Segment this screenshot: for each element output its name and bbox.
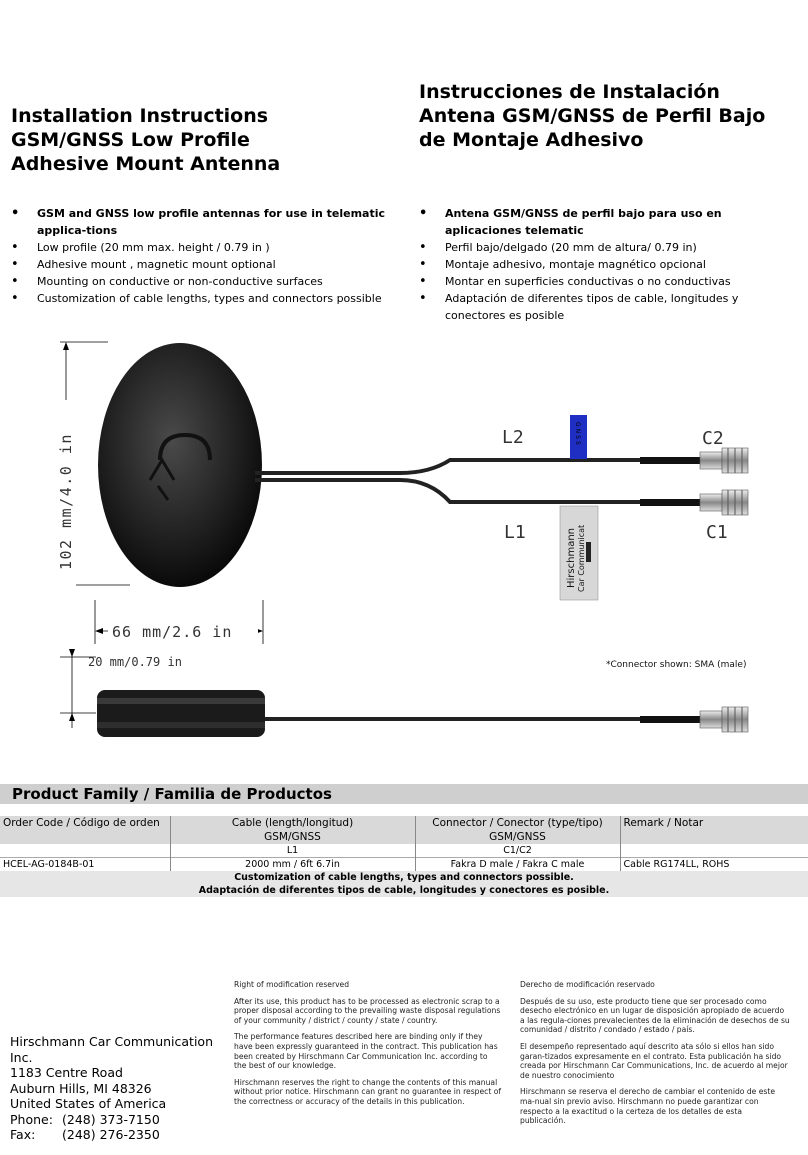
features-list-spanish — [419, 205, 789, 324]
antenna-diagram — [0, 330, 808, 770]
feature-item: • Antena GSM/GNSS de perfil bajo para uso en aplicaciones telematic — [419, 205, 789, 239]
feature-item: • Mounting on conductive or non-conductive surfaces — [11, 273, 396, 290]
header-cable: Cable (length/longitud) — [170, 816, 415, 830]
cable-l2 — [255, 460, 640, 473]
connector-note: *Connector shown: SMA (male) — [606, 660, 747, 670]
fax-number: (248) 276-2350 — [62, 1127, 160, 1142]
legal-en-p1: After its use, this product has to be processed as electronic scrap to a proper disposal according to the prevailing waste disposal regulations of your community / district / county / state / country. — [234, 996, 501, 1025]
header-connector-sub: GSM/GNSS — [415, 830, 620, 844]
table-row — [0, 858, 808, 872]
title-es-line-2: Antena GSM/GNSS de Perfil Bajo — [419, 105, 766, 127]
title-spanish — [419, 80, 804, 152]
feature-item: • Low profile (20 mm max. height / 0.79 in ) — [11, 239, 396, 256]
width-dimension-label: 66 mm/2.6 in — [112, 623, 233, 641]
antenna-puck-side — [97, 690, 265, 737]
legal-es-p2: El desempeño representado aquí descrito ata sólo si ellos han sido garan-tizados expresamente en el contrato. Esta publicación ha sido creada por Hirschmann Car Communications, Inc. de acuerdo al mejor de nuestro conocimiento — [520, 1041, 788, 1080]
country: United States of America — [10, 1096, 167, 1111]
header-order-code: Order Code / Código de orden — [0, 816, 170, 830]
cable-cell: 2000 mm / 6ft 6.7in — [170, 858, 415, 872]
cable-l1 — [255, 480, 640, 502]
title-en-line-2: GSM/GNSS Low Profile — [11, 129, 250, 151]
connector-side — [700, 707, 748, 732]
city: Auburn Hills, MI 48326 — [10, 1080, 152, 1096]
title-en-line-3: Adhesive Mount Antenna — [11, 153, 281, 175]
legal-en-p2: The performance features described here are binding only if they have been expressly guaranteed in the contract. This publication has been created by Hirschmann Car Communication Inc. according to the best of our knowledge. — [234, 1032, 498, 1071]
legal-en-heading: Right of modification reserved — [234, 980, 350, 989]
feature-item: • GSM and GNSS low profile antennas for use in telematic applica-tions — [11, 205, 396, 239]
phone — [10, 1112, 235, 1128]
remark-cell: Cable RG174LL, ROHS — [620, 858, 808, 872]
tag-line-1: Hirschmann — [566, 528, 577, 588]
phone-label: Phone: — [10, 1111, 53, 1127]
street: 1183 Centre Road — [10, 1065, 123, 1080]
gnss-tag-label: GNSS — [574, 422, 581, 447]
connector-c1 — [700, 490, 748, 515]
title-en-line-1: Installation Instructions — [11, 105, 269, 127]
company-name: Hirschmann Car Communication Inc. — [10, 1034, 213, 1065]
antenna-puck-top — [98, 343, 262, 587]
legal-english — [234, 980, 502, 1114]
header-remark: Remark / Notar — [620, 816, 808, 830]
title-es-line-3: de Montaje Adhesivo — [419, 129, 644, 151]
header-connector: Connector / Conector (type/tipo) — [415, 816, 620, 830]
features-list-english — [11, 205, 396, 307]
legal-es-p3: Hirschmann se reserva el derecho de cambiar el contenido de este ma-nual sin previo aviso. Hirschmann no puede garantizar con respecto a la exactitud o la certeza de los detalles de esta publicación. — [520, 1087, 776, 1126]
tag-line-2: Car Communicat — [577, 524, 586, 592]
fax-label: Fax: — [10, 1127, 36, 1142]
label-l1: L1 — [504, 522, 526, 543]
customization-note-es: Adaptación de diferentes tipos de cable, longitudes y conectores es posible. — [0, 884, 808, 897]
profile-dimension-label: 20 mm/0.79 in — [88, 655, 182, 669]
product-family-title: Product Family / Familia de Productos — [0, 784, 808, 804]
feature-item: • Montar en superficies conductivas o no conductivas — [419, 273, 789, 290]
product-family-table — [0, 816, 808, 897]
label-l2: L2 — [502, 427, 524, 448]
label-c2: C2 — [702, 428, 724, 449]
header-cable-l1: L1 — [170, 844, 415, 858]
legal-es-heading: Derecho de modificación reservado — [520, 980, 655, 989]
feature-item: • Adhesive mount , magnetic mount optional — [11, 256, 396, 273]
header-cable-sub: GSM/GNSS — [170, 830, 415, 844]
header-connector-c1c2: C1/C2 — [415, 844, 620, 858]
legal-es-p1: Después de su uso, este producto tiene que ser procesado como desecho electrónico en un lugar de disposición apropiado de acuerdo a las regula-ciones prevalecientes de la eliminación de desechos de su comunidad / distrito / condado / estado / país. — [520, 996, 790, 1035]
legal-en-p3: Hirschmann reserves the right to change the contents of this manual without prior notice. Hirschmann can grant no guarantee in respect of the correctness or accuracy of the details in this publication. — [234, 1077, 502, 1106]
fax — [10, 1127, 235, 1143]
feature-item: • Perfil bajo/delgado (20 mm de altura/ 0.79 in) — [419, 239, 789, 256]
order-code-cell: HCEL-AG-0184B-01 — [3, 859, 95, 870]
feature-item: • Montaje adhesivo, montaje magnético opcional — [419, 256, 789, 273]
title-english — [11, 104, 391, 176]
connector-cell: Fakra D male / Fakra C male — [415, 858, 620, 872]
height-dimension-label: 102 mm/4.0 in — [57, 433, 75, 570]
connector-c2 — [700, 448, 748, 473]
feature-item: • Adaptación de diferentes tipos de cable, longitudes y conectores es posible — [419, 290, 789, 324]
legal-spanish — [520, 980, 790, 1133]
customization-note-en: Customization of cable lengths, types and connectors possible. — [0, 871, 808, 884]
feature-item: • Customization of cable lengths, types and connectors possible — [11, 290, 396, 307]
label-c1: C1 — [706, 522, 728, 543]
phone-number: (248) 373-7150 — [62, 1111, 160, 1127]
company-address — [10, 1034, 235, 1143]
title-es-line-1: Instrucciones de Instalación — [419, 81, 720, 103]
